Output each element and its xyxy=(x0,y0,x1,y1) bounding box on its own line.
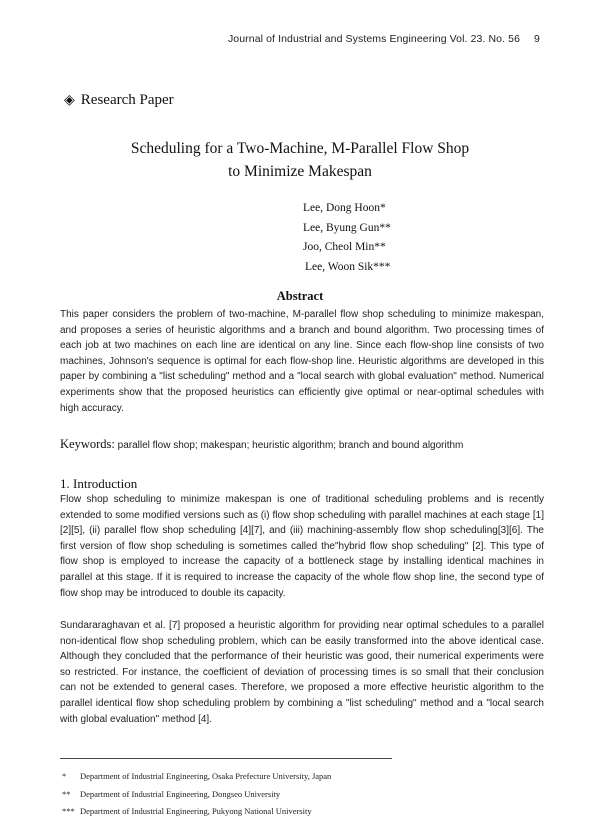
footnotes xyxy=(62,768,331,821)
introduction-paragraph-2: Sundararaghavan et al. [7] proposed a heuristic algorithm for providing near optimal schedules to a parallel non-identical flow shop scheduling problem, which can be easily transformed into the above identical case. Although they concluded that the performance of their heuristic was good, their numerical experiments were so restricted. For instance, the coefficient of deviation of processing times is so small that their conclusion can not be extended to general cases. Therefore, we proposed a more effective heuristic algorithm to the parallel identical flow shop scheduling problem by combining a "list scheduling" method and a "local search with global evaluation" method [4]. xyxy=(60,620,544,725)
footnote-mark: ** xyxy=(62,788,71,799)
abstract-heading: Abstract xyxy=(276,289,324,303)
author-list xyxy=(303,199,391,277)
running-header xyxy=(0,33,540,45)
section-tag-label: Research Paper xyxy=(80,92,174,108)
section-tag xyxy=(64,92,174,109)
abstract-body: This paper considers the problem of two-machine, M-parallel flow shop scheduling to minimize makespan, and proposes a series of heuristic algorithms and a branch and bound algorithm. Two processing times of each job at two machines on each line are identical on any line. Since each flow-shop line consists of two machines, Johnson's sequence is optimal for each flow-shop line. Heuristic algorithms are developed in this paper by combining a "list scheduling" method and a "local search with global evaluation" method. Numerical experiments show that the proposed heuristics can efficiently give optimal or near-optimal schedules with high accuracy. xyxy=(60,309,544,414)
paper-title xyxy=(0,137,600,183)
introduction-heading: 1. Introduction xyxy=(60,476,138,491)
footnote xyxy=(62,803,331,821)
keywords-label: Keywords: xyxy=(60,437,115,451)
footnote-text: Department of Industrial Engineering, Dongseo University xyxy=(80,788,281,799)
author: Lee, Woon Sik*** xyxy=(305,260,391,273)
footnote-text: Department of Industrial Engineering, Pukyong National University xyxy=(80,806,312,816)
keywords xyxy=(60,437,544,454)
author: Lee, Dong Hoon* xyxy=(303,202,386,214)
footnote-mark: * xyxy=(62,771,67,781)
author: Lee, Byung Gun** xyxy=(303,221,391,234)
footnote xyxy=(62,768,331,786)
diamond-icon: ◈ xyxy=(64,93,75,108)
title-line: to Minimize Makespan xyxy=(228,163,372,180)
footnote-divider xyxy=(60,758,392,759)
keywords-text: parallel flow shop; makespan; heuristic algorithm; branch and bound algorithm xyxy=(114,440,464,451)
footnote xyxy=(62,786,331,804)
author: Joo, Cheol Min** xyxy=(303,241,386,253)
journal-info: Journal of Industrial and Systems Engineering Vol. 23. No. 56 xyxy=(227,33,521,45)
page-number: 9 xyxy=(534,33,540,45)
footnote-mark: *** xyxy=(62,806,75,816)
footnote-text: Department of Industrial Engineering, Osaka Prefecture University, Japan xyxy=(80,771,332,781)
introduction-paragraph-1: Flow shop scheduling to minimize makespan is one of traditional scheduling problems and is recently extended to some modified versions such as (i) flow shop scheduling with parallel machines at each stage [1][2][5], (ii) parallel flow shop scheduling [4][7], and (iii) machining-assembly flow shop scheduling[3][6]. The first version of flow shop scheduling is sometimes called the"hybrid flow shop scheduling" [2]. This type of flow shop is employed to increase the capacity of a bottleneck stage by installing identical machines in parallel at this stage. If it is required to increase the capacity of the whole flow shop line, the second type of flow shop may be introduced to double its capacity. xyxy=(60,494,544,599)
title-line: Scheduling for a Two-Machine, M-Parallel Flow Shop xyxy=(130,140,470,157)
